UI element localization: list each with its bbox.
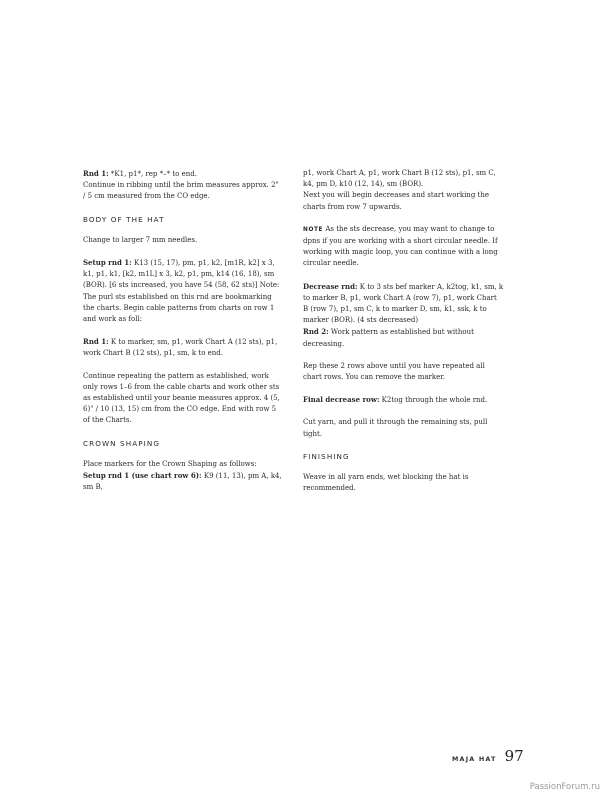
repeat-paragraph: Rep these 2 rows above until you have repeated all chart rows. You can remove the marker. xyxy=(303,361,485,382)
continuation-text: p1, work Chart A, p1, work Chart B (12 sts), p1, sm C, k4, pm D, k10 (12, 14), sm (BOR). xyxy=(303,169,496,189)
setup2-label: Setup rnd 1 (use chart row 6): xyxy=(83,471,202,481)
heading-finishing: FINISHING xyxy=(303,451,350,461)
ribbing-text: Continue in ribbing until the brim measures approx. 2" / 5 cm measured from the CO edge. xyxy=(83,181,279,201)
crown-paragraph xyxy=(83,459,283,494)
left-column xyxy=(83,168,283,504)
decrease-paragraph xyxy=(303,281,504,350)
cut-yarn-paragraph: Cut yarn, and pull it through the remaining sts, pull tight. xyxy=(303,418,488,438)
rnd2-label: Rnd 2: xyxy=(303,327,329,337)
next-text: Next you will begin decreases and start working the charts from row 7 upwards. xyxy=(303,191,489,211)
rnd1-label: Rnd 1: xyxy=(83,169,109,178)
change-needles-text: Change to larger 7 mm needles. xyxy=(83,235,198,244)
rnd1-paragraph xyxy=(83,168,283,203)
rnd1b-label: Rnd 1: xyxy=(83,337,109,347)
setup2-text: K9 (11, 13), pm A, k4, sm B, xyxy=(83,472,282,492)
note-paragraph xyxy=(303,224,504,270)
watermark: PassionForum.ru xyxy=(529,782,600,792)
weave-paragraph: Weave in all yarn ends, wet blocking the hat is recommended. xyxy=(303,473,469,493)
footer-title: MAJA HAT xyxy=(452,755,497,763)
final-decrease-text: K2tog through the whole rnd. xyxy=(379,396,488,405)
setup-rnd-paragraph xyxy=(83,257,283,325)
final-decrease-label: Final decrease row: xyxy=(303,395,380,405)
continuation-paragraph xyxy=(303,168,504,213)
place-markers-text: Place markers for the Crown Shaping as follows: xyxy=(83,459,257,468)
rnd1b-text: K to marker, sm, p1, work Chart A (12 sts), p1, work Chart B (12 sts), p1, sm, k to end. xyxy=(83,338,278,358)
heading-body-of-hat: BODY OF THE HAT xyxy=(83,214,165,224)
rnd2-text: Work pattern as established but without decreasing. xyxy=(303,328,474,348)
final-decrease-paragraph xyxy=(303,394,504,406)
decrease-text: K to 3 sts bef marker A, k2tog, k1, sm, k to marker B, p1, work Chart A (row 7), p1, work Chart B (row 7), p1, sm C, k to marker D, sm, k1, ssk, k to marker (BOR). (4 sts decreased) xyxy=(303,282,504,325)
decrease-label: Decrease rnd: xyxy=(303,281,358,291)
setup-rnd-label: Setup rnd 1: xyxy=(83,258,132,268)
rnd1-text: *K1, p1*, rep *–* to end. xyxy=(108,170,197,178)
right-column xyxy=(303,168,504,505)
continue-paragraph: Continue repeating the pattern as established, work only rows 1–6 from the cable charts and work other sts as established until your beanie measures approx. 4 (5, 6)" / 10 (13, 15) cm from the CO edge. End with row 5 of the Charts. xyxy=(83,371,280,425)
page-number: 97 xyxy=(504,747,524,765)
page-footer xyxy=(452,747,524,765)
note-label: NOTE xyxy=(303,226,324,233)
rnd1b-paragraph xyxy=(83,336,283,359)
heading-crown-shaping: CROWN SHAPING xyxy=(83,438,161,448)
setup-rnd-text: K13 (15, 17), pm, p1, k2, [m1R, k2] x 3, k1, p1, k1, [k2, m1L] x 3, k2, p1, pm, k14 (16, 18), sm (BOR). [6 sts increased, you have 54 (58, 62 sts)] Note: The purl sts established on this rnd are bookmarking the charts. Begin cable patterns from charts on row 1 and work as foll: xyxy=(83,259,280,324)
note-text: As the sts decrease, you may want to change to dpns if you are working with a short circular needle. If working with magic loop, you can continue with a long circular needle. xyxy=(303,224,498,268)
